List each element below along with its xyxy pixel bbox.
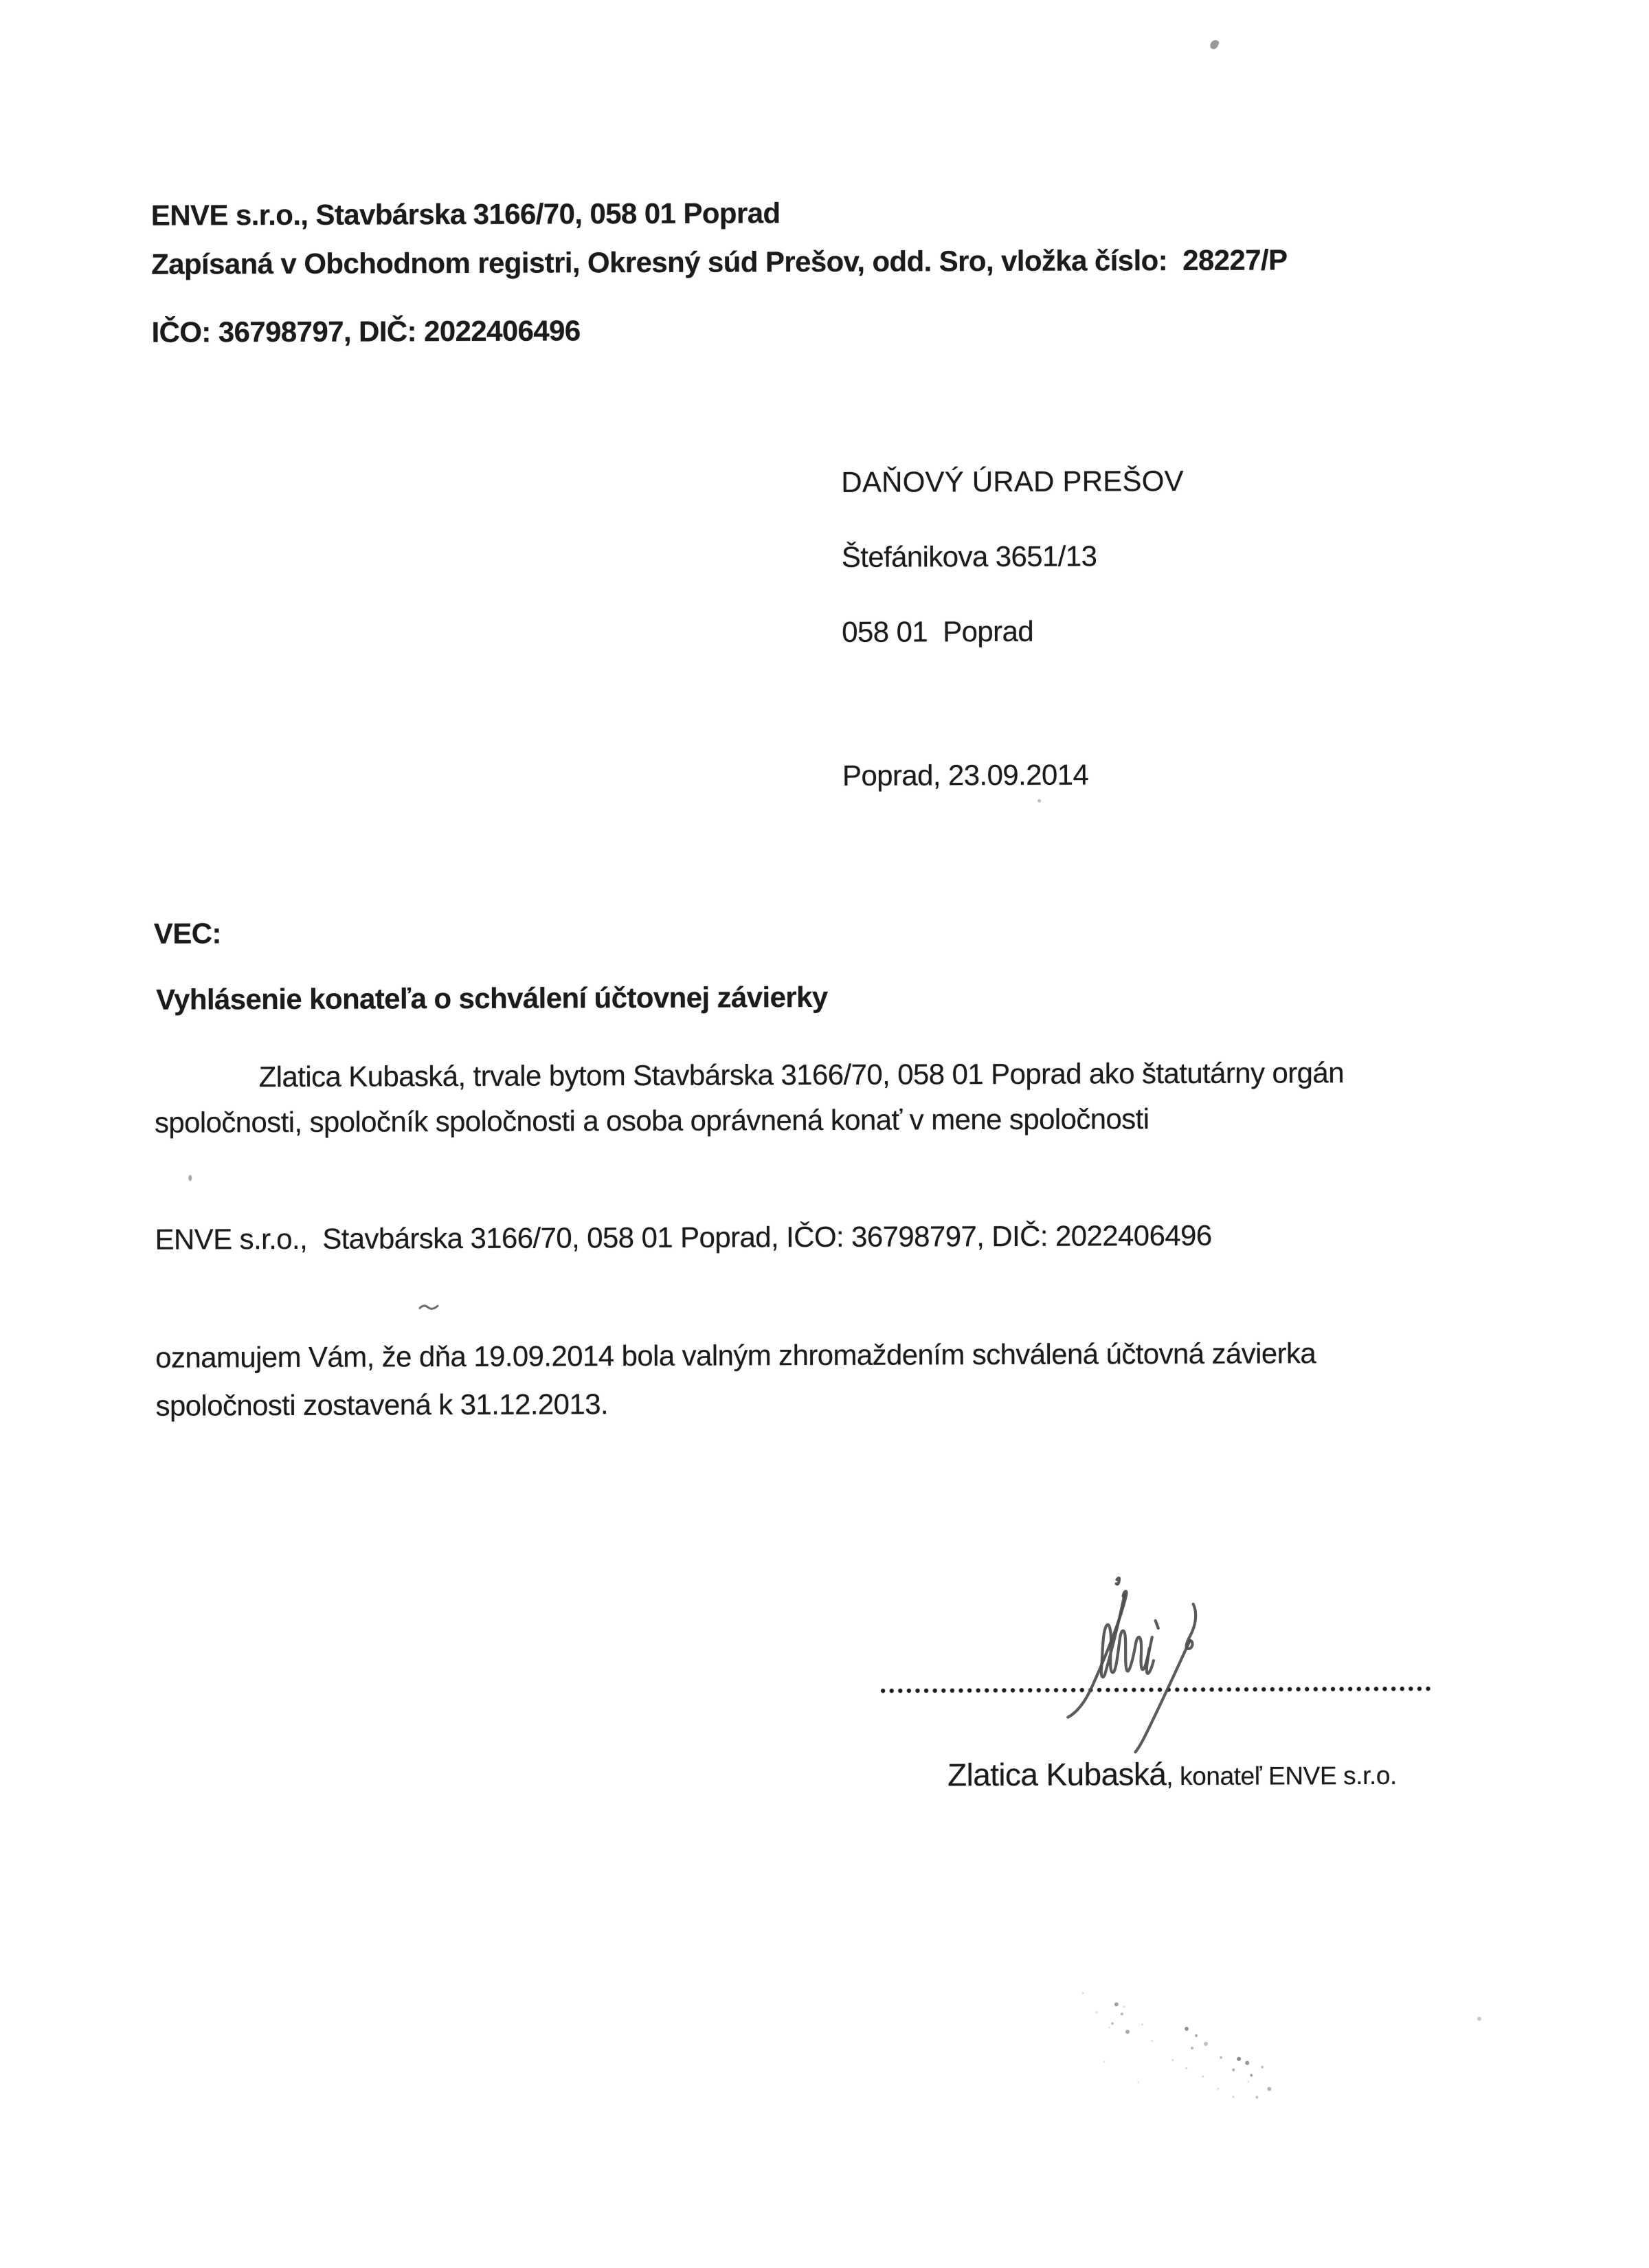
- scan-speck-top-right: [1209, 38, 1220, 50]
- paragraph-2-line-2: spoločnosti zostavená k 31.12.2013.: [155, 1388, 609, 1422]
- scan-squiggle-mark: [418, 1302, 439, 1311]
- paragraph-2-line-1: oznamujem Vám, že dňa 19.09.2014 bola valným zhromaždením schválená účtovná závierka: [155, 1337, 1316, 1374]
- signatory-line: [880, 1717, 1397, 1831]
- signatory-name: Zlatica Kubaská: [947, 1756, 1167, 1793]
- company-identification-line: ENVE s.r.o., Stavbárska 3166/70, 058 01 Poprad, IČO: 36798797, DIČ: 2022406496: [155, 1219, 1212, 1256]
- recipient-city: 058 01 Poprad: [842, 614, 1034, 648]
- sender-registration-info: Zapísaná v Obchodnom registri, Okresný súd Prešov, odd. Sro, vložka číslo: 28227/P: [151, 243, 1288, 280]
- recipient-name: DAŇOVÝ ÚRAD PREŠOV: [841, 464, 1184, 498]
- sender-company-address: ENVE s.r.o., Stavbárska 3166/70, 058 01 Poprad: [150, 197, 781, 232]
- paragraph-1-line-2: spoločnosti, spoločník spoločnosti a osoba oprávnená konať v mene spoločnosti: [154, 1102, 1149, 1139]
- signatory-role: , konateľ ENVE s.r.o.: [1166, 1761, 1397, 1791]
- scan-speck-left: [188, 1175, 192, 1181]
- scan-speck-mid: [1037, 799, 1041, 803]
- recipient-street: Štefánikova 3651/13: [841, 540, 1097, 573]
- subject-label: VEC:: [153, 917, 221, 950]
- scan-speckle-cluster-dark: [1103, 1992, 1106, 1994]
- sender-tax-ids: IČO: 36798797, DIČ: 2022406496: [151, 314, 581, 348]
- scan-speckle-cluster-faint: [1075, 1979, 1077, 1981]
- scan-speck-right: [1477, 2016, 1481, 2021]
- paragraph-1-line-1: Zlatica Kubaská, trvale bytom Stavbárska 3166/70, 058 01 Poprad ako štatutárny orgán: [258, 1056, 1344, 1093]
- place-date-line: Poprad, 23.09.2014: [842, 758, 1089, 792]
- subject-title: Vyhlásenie konateľa o schválení účtovnej závierky: [156, 980, 828, 1016]
- sender-block: [0, 0, 1645, 348]
